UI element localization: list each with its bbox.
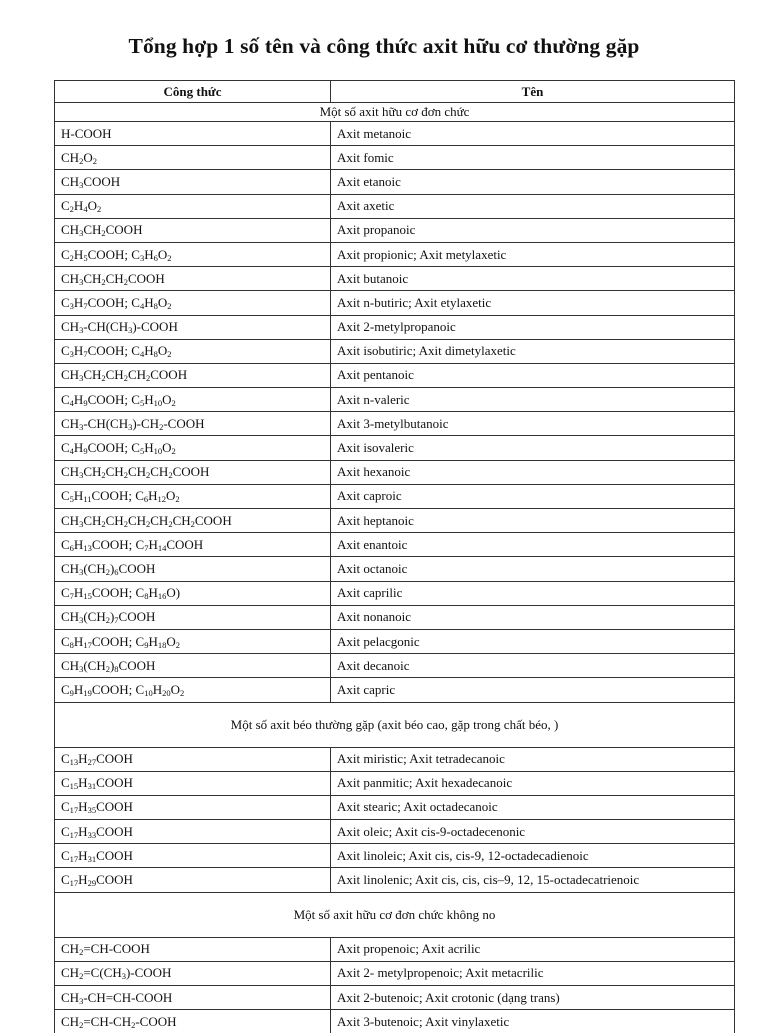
table-row: [55, 678, 735, 702]
name-cell: Axit pentanoic: [331, 363, 735, 387]
section-heading: Một số axit béo thường gặp (axit béo cao, gặp trong chất béo, ): [55, 702, 735, 747]
table-row: [55, 629, 735, 653]
table-row: [55, 460, 735, 484]
name-cell: Axit linolenic; Axit cis, cis, cis–9, 12, 15-octadecatrienoic: [331, 868, 735, 892]
table-row: [55, 581, 735, 605]
table-row: [55, 868, 735, 892]
formula-cell: $CH_3-CH(CH_3)-CH_2$-COOH: [55, 412, 331, 436]
name-cell: Axit 2-metylpropanoic: [331, 315, 735, 339]
formula-cell: $CH_3CH_2CH_2CH_2CH_2CH_2COOH$: [55, 509, 331, 533]
table-header-row: [55, 81, 735, 103]
formula-cell: $C_{17}H_{29}COOH$: [55, 868, 331, 892]
formula-cell: $CH_3COOH$: [55, 170, 331, 194]
name-cell: Axit linoleic; Axit cis, cis-9, 12-octadecadienoic: [331, 844, 735, 868]
name-cell: Axit isovaleric: [331, 436, 735, 460]
formula-cell: $C_{17}H_{31}COOH$: [55, 844, 331, 868]
name-cell: Axit 2- metylpropenoic; Axit metacrilic: [331, 961, 735, 985]
name-cell: Axit metanoic: [331, 122, 735, 146]
table-row: [55, 339, 735, 363]
formula-cell: $C_2H_4O_2$: [55, 194, 331, 218]
table-row: [55, 122, 735, 146]
name-cell: Axit pelacgonic: [331, 629, 735, 653]
table-row: [55, 771, 735, 795]
table-row: [55, 533, 735, 557]
table-row: [55, 315, 735, 339]
acid-table: [54, 80, 735, 1033]
name-cell: Axit enantoic: [331, 533, 735, 557]
table-row: [55, 267, 735, 291]
table-row: [55, 654, 735, 678]
formula-cell: $C_{17}H_{33}COOH$: [55, 820, 331, 844]
name-cell: Axit axetic: [331, 194, 735, 218]
name-cell: Axit n-valeric: [331, 388, 735, 412]
name-cell: Axit oleic; Axit cis-9-octadecenonic: [331, 820, 735, 844]
formula-cell: $C_4H_9COOH$; $C_5H_{10}O_2$: [55, 388, 331, 412]
name-cell: Axit isobutiric; Axit dimetylaxetic: [331, 339, 735, 363]
table-row: [55, 484, 735, 508]
table-row: [55, 961, 735, 985]
table-row: [55, 747, 735, 771]
section-heading: Một số axit hữu cơ đơn chức: [55, 103, 735, 122]
name-cell: Axit 3-butenoic; Axit vinylaxetic: [331, 1010, 735, 1033]
section-row: [55, 103, 735, 122]
table-row: [55, 388, 735, 412]
table-row: [55, 291, 735, 315]
formula-cell: $C_5H_{11}COOH$; $C_6H_{12}O_2$: [55, 484, 331, 508]
name-cell: Axit fomic: [331, 146, 735, 170]
name-cell: Axit miristic; Axit tetradecanoic: [331, 747, 735, 771]
formula-cell: $C_8H_{17}COOH$; $C_9H_{18}O_2$: [55, 629, 331, 653]
formula-cell: $C_9H_{19}COOH$; $C_{10}H_{20}O_2$: [55, 678, 331, 702]
formula-cell: $CH_2=CH$-COOH: [55, 937, 331, 961]
table-row: [55, 986, 735, 1010]
name-cell: Axit decanoic: [331, 654, 735, 678]
name-cell: Axit caprilic: [331, 581, 735, 605]
name-cell: Axit n-butiric; Axit etylaxetic: [331, 291, 735, 315]
formula-cell: $CH_3CH_2CH_2CH_2CH_2COOH$: [55, 460, 331, 484]
page-title: Tổng hợp 1 số tên và công thức axit hữu cơ thường gặp: [0, 34, 768, 59]
formula-cell: $C_{15}H_{31}COOH$: [55, 771, 331, 795]
table-row: [55, 795, 735, 819]
formula-cell: $CH_3CH_2CH_2COOH$: [55, 267, 331, 291]
formula-cell: $CH_3CH_2COOH$: [55, 218, 331, 242]
name-cell: Axit heptanoic: [331, 509, 735, 533]
formula-cell: $CH_2=CH-CH_2$-COOH: [55, 1010, 331, 1033]
name-cell: Axit butanoic: [331, 267, 735, 291]
formula-cell: $CH_3CH_2CH_2CH_2COOH$: [55, 363, 331, 387]
name-cell: Axit propionic; Axit metylaxetic: [331, 242, 735, 266]
formula-cell: $CH_2O_2$: [55, 146, 331, 170]
formula-cell: $C_2H_5COOH$; $C_3H_6O_2$: [55, 242, 331, 266]
section-row: [55, 892, 735, 937]
formula-cell: $CH_3(CH_2)_7COOH$: [55, 605, 331, 629]
formula-cell: $C_3H_7COOH$; $C_4H_8O_2$: [55, 291, 331, 315]
table-row: [55, 436, 735, 460]
table-row: [55, 363, 735, 387]
formula-cell: $C_{17}H_{35}COOH$: [55, 795, 331, 819]
table-row: [55, 937, 735, 961]
name-cell: Axit propanoic: [331, 218, 735, 242]
table-row: [55, 218, 735, 242]
name-cell: Axit propenoic; Axit acrilic: [331, 937, 735, 961]
table-row: [55, 194, 735, 218]
formula-cell: $C_4H_9COOH$; $C_5H_{10}O_2$: [55, 436, 331, 460]
formula-cell: $C_{13}H_{27}COOH$: [55, 747, 331, 771]
name-cell: Axit octanoic: [331, 557, 735, 581]
table-row: [55, 820, 735, 844]
table-row: [55, 146, 735, 170]
name-cell: Axit panmitic; Axit hexadecanoic: [331, 771, 735, 795]
section-row: [55, 702, 735, 747]
name-cell: Axit hexanoic: [331, 460, 735, 484]
formula-cell: $CH_3(CH_2)_8COOH$: [55, 654, 331, 678]
section-heading: Một số axit hữu cơ đơn chức không no: [55, 892, 735, 937]
table-row: [55, 509, 735, 533]
table-body: [55, 103, 735, 1033]
table-row: [55, 844, 735, 868]
table-row: [55, 242, 735, 266]
name-cell: Axit caproic: [331, 484, 735, 508]
name-column-header: Tên: [331, 81, 735, 103]
table-row: [55, 412, 735, 436]
formula-cell: $CH_3(CH_2)_6COOH$: [55, 557, 331, 581]
formula-cell: H-COOH: [55, 122, 331, 146]
formula-column-header: Công thức: [55, 81, 331, 103]
name-cell: Axit 3-metylbutanoic: [331, 412, 735, 436]
formula-cell: $C_7H_{15}COOH$; $C_8H_{16}O$): [55, 581, 331, 605]
formula-cell: $CH_2=C(CH_3)$-COOH: [55, 961, 331, 985]
formula-cell: $C_6H_{13}COOH$; $C_7H_{14}COOH$: [55, 533, 331, 557]
formula-cell: $CH_3-CH(CH_3)$-COOH: [55, 315, 331, 339]
table-row: [55, 605, 735, 629]
name-cell: Axit 2-butenoic; Axit crotonic (dạng trans): [331, 986, 735, 1010]
name-cell: Axit etanoic: [331, 170, 735, 194]
formula-cell: $C_3H_7COOH$; $C_4H_8O_2$: [55, 339, 331, 363]
name-cell: Axit capric: [331, 678, 735, 702]
name-cell: Axit stearic; Axit octadecanoic: [331, 795, 735, 819]
name-cell: Axit nonanoic: [331, 605, 735, 629]
table-row: [55, 557, 735, 581]
table-row: [55, 1010, 735, 1033]
formula-cell: $CH_3-CH=CH$-COOH: [55, 986, 331, 1010]
table-row: [55, 170, 735, 194]
